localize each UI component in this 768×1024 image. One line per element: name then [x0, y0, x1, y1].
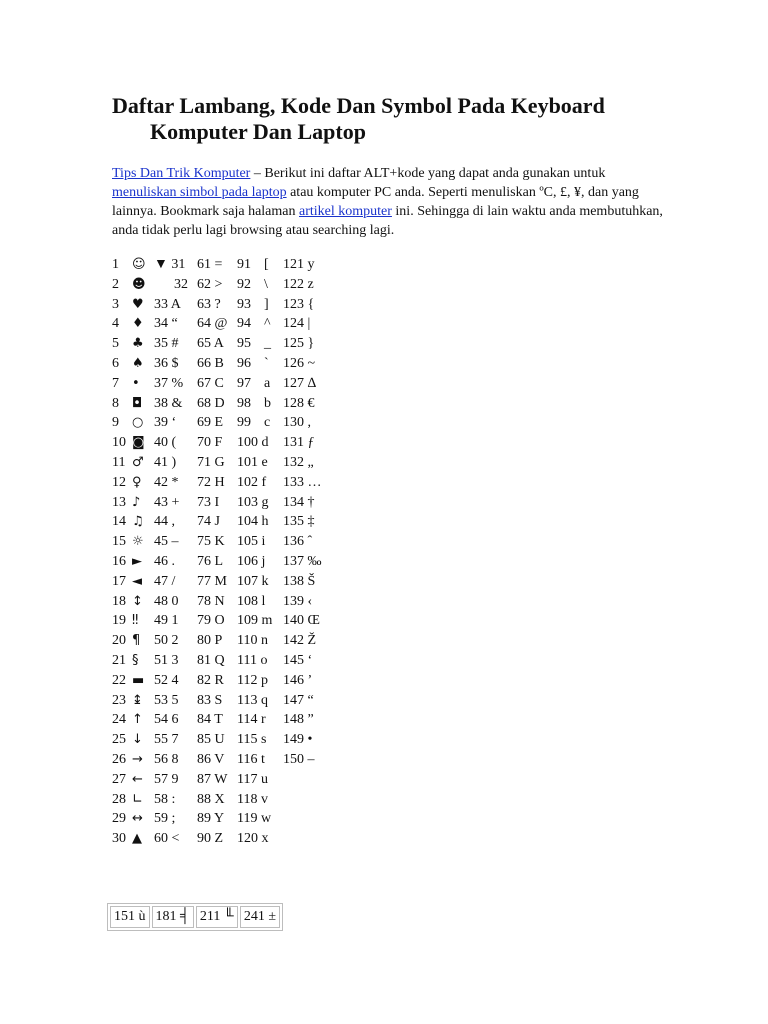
page-title [112, 93, 712, 145]
code-cell: 64 @ [197, 316, 228, 332]
code-cell: 89 Y [197, 811, 225, 827]
code-cell: 145 ‘ [283, 653, 313, 668]
code-cell: 105 i [237, 534, 266, 550]
code-cell: 114 r [237, 712, 266, 728]
symbol-glyph: ¶ [132, 633, 141, 649]
code-cell: 38 & [154, 395, 183, 411]
code-cell: 9 [112, 415, 119, 431]
code-cell: 29 [112, 811, 126, 827]
code-cell: 71 G [197, 455, 225, 470]
list-item [112, 473, 372, 493]
extra-codes-table [107, 903, 283, 931]
code-cell: 11 [112, 455, 126, 470]
code-cell: 90 Z [197, 831, 224, 847]
symbol-glyph: ♥ [132, 296, 144, 312]
list-item [112, 453, 372, 473]
list-item [112, 809, 372, 829]
intro-text-3: ini. Sehingga di lain waktu anda membutuhkan, anda tidak perlu lagi browsing atau searching lagi. [112, 204, 663, 238]
list-item [112, 295, 372, 315]
code-cell: 103 g [237, 494, 269, 510]
code-cell: 63 ? [197, 296, 221, 312]
symbol-glyph: ← [132, 771, 143, 787]
code-cell: 96 [237, 356, 251, 371]
list-item [112, 671, 372, 691]
code-cell: 24 [112, 712, 126, 728]
code-cell: 37 % [154, 375, 184, 391]
code-cell: 110 n [237, 633, 268, 649]
code-cell: 124 | [283, 316, 311, 332]
code-cell: 16 [112, 554, 126, 569]
code-cell: 100 d [237, 435, 269, 451]
list-item [112, 691, 372, 711]
tips-dan-trik-komputer-link[interactable]: Tips Dan Trik Komputer [112, 166, 251, 181]
code-cell: 65 A [197, 336, 224, 352]
code-cell: 87 W [197, 771, 228, 787]
symbol-glyph: ∟ [132, 791, 143, 807]
code-cell: 48 0 [154, 593, 179, 609]
code-cell: 21 [112, 653, 126, 668]
code-cell: 44 , [154, 514, 175, 530]
list-item [112, 433, 372, 453]
code-cell: 57 9 [154, 771, 179, 787]
list-item [112, 829, 372, 849]
code-cell: 149 • [283, 732, 313, 748]
code-cell: 93 [237, 296, 251, 312]
code-cell: 14 [112, 514, 126, 530]
code-cell: 7 [112, 375, 119, 391]
code-cell: 39 ‘ [154, 415, 177, 431]
symbol-glyph: ○ [132, 415, 144, 431]
list-item [112, 651, 372, 671]
alt-code-list [112, 255, 372, 855]
code-cell: [ [264, 257, 269, 272]
code-cell: 19 [112, 613, 126, 629]
list-item [112, 374, 372, 394]
list-item [112, 255, 372, 275]
code-cell: 67 C [197, 375, 224, 391]
code-cell: 46 . [154, 554, 175, 569]
code-cell: 72 H [197, 474, 225, 490]
list-item [112, 413, 372, 433]
code-cell: a [264, 375, 271, 391]
code-cell: 112 p [237, 672, 268, 688]
code-cell: 58 : [154, 791, 176, 807]
symbol-glyph: ↔ [132, 811, 143, 827]
code-cell: 13 [112, 494, 126, 510]
code-cell: 75 K [197, 534, 225, 550]
code-cell: 101 e [237, 455, 268, 470]
code-cell: 27 [112, 771, 126, 787]
code-cell: 97 [237, 375, 251, 391]
list-item [112, 770, 372, 790]
code-cell: 55 7 [154, 732, 179, 748]
code-cell: 136 ˆ [283, 534, 313, 550]
symbol-glyph: ♂ [132, 455, 144, 470]
code-cell: 119 w [237, 811, 272, 827]
list-item [112, 631, 372, 651]
symbol-glyph: ☺ [132, 257, 146, 272]
code-cell: 83 S [197, 692, 223, 708]
code-cell: 56 8 [154, 752, 179, 767]
symbol-glyph: ▲ [132, 831, 142, 847]
code-cell: 5 [112, 336, 119, 352]
code-cell: 47 / [154, 573, 176, 589]
symbol-glyph: ↑ [132, 712, 143, 728]
code-cell: 25 [112, 732, 126, 748]
list-item [112, 334, 372, 354]
code-cell: 99 [237, 415, 251, 431]
code-cell: 34 “ [154, 316, 178, 332]
code-cell: \ [264, 276, 268, 292]
code-cell: ▼ 31 [154, 257, 186, 272]
symbol-glyph: ↨ [132, 692, 143, 708]
symbol-glyph: ☻ [132, 276, 146, 292]
code-cell: 137 ‰ [283, 554, 322, 569]
table-cell: 181 ╡ [152, 906, 194, 928]
symbol-glyph: ► [132, 554, 142, 569]
symbol-glyph: ◄ [132, 573, 142, 589]
list-item [112, 710, 372, 730]
list-item [112, 512, 372, 532]
title-line-2: Komputer Dan Laptop [150, 119, 366, 144]
list-item [112, 790, 372, 810]
code-cell: 115 s [237, 732, 267, 748]
code-cell: 33 A [154, 296, 181, 312]
intro-text-1: – Berikut ini daftar ALT+kode yang dapat anda gunakan untuk [250, 166, 606, 181]
symbol-glyph: ◘ [132, 395, 143, 411]
table-cell: 151 ù [110, 906, 150, 928]
list-item [112, 750, 372, 770]
code-cell: 131 ƒ [283, 435, 315, 451]
list-item [112, 314, 372, 334]
code-cell: 118 v [237, 791, 268, 807]
intro-paragraph [112, 164, 672, 240]
code-cell: 79 O [197, 613, 225, 629]
table-row [110, 906, 280, 928]
symbol-glyph: • [132, 375, 140, 391]
code-cell: 86 V [197, 752, 225, 767]
code-cell: 130 , [283, 415, 311, 431]
symbol-glyph: § [132, 653, 139, 668]
code-cell: 23 [112, 692, 126, 708]
symbol-glyph: ‼ [132, 613, 139, 629]
list-item [112, 354, 372, 374]
code-cell: 42 * [154, 474, 179, 490]
code-cell: 121 y [283, 257, 315, 272]
code-cell: 102 f [237, 474, 267, 490]
code-cell: _ [264, 336, 271, 352]
symbol-glyph: ☼ [132, 534, 144, 550]
code-cell: 35 # [154, 336, 179, 352]
code-cell: 69 E [197, 415, 224, 431]
code-cell: 150 – [283, 752, 315, 767]
code-cell: 17 [112, 573, 126, 589]
code-cell: 15 [112, 534, 126, 550]
code-cell: 74 J [197, 514, 220, 530]
code-cell: 43 + [154, 494, 180, 510]
code-cell: 117 u [237, 771, 268, 787]
code-cell: 98 [237, 395, 251, 411]
code-cell: 77 M [197, 573, 227, 589]
code-cell: 113 q [237, 692, 268, 708]
code-cell: 85 U [197, 732, 225, 748]
code-cell: 40 ( [154, 435, 177, 451]
symbol-glyph: ↓ [132, 732, 143, 748]
code-cell: 68 D [197, 395, 225, 411]
symbol-glyph: ♣ [132, 336, 144, 352]
table-cell: 241 ± [240, 906, 280, 928]
code-cell: 125 } [283, 336, 315, 352]
list-item [112, 493, 372, 513]
code-cell: 133 … [283, 474, 322, 490]
code-cell: 73 I [197, 494, 220, 510]
symbol-glyph: ♀ [132, 474, 142, 490]
code-cell: 104 h [237, 514, 269, 530]
symbol-glyph: ♠ [132, 356, 144, 371]
code-cell: ^ [264, 316, 271, 332]
list-item [112, 611, 372, 631]
symbol-glyph: ◙ [132, 435, 145, 451]
code-cell: 53 5 [154, 692, 179, 708]
table-cell: 211 ╙ [196, 906, 238, 928]
code-cell: 1 [112, 257, 119, 272]
code-cell: 84 T [197, 712, 223, 728]
code-cell: 109 m [237, 613, 273, 629]
code-cell: 107 k [237, 573, 269, 589]
symbol-glyph: ↕ [132, 593, 143, 609]
code-cell: 108 l [237, 593, 266, 609]
code-cell: 140 Œ [283, 613, 320, 629]
code-cell: 30 [112, 831, 126, 847]
code-cell: ` [264, 356, 269, 371]
code-cell: b [264, 395, 271, 411]
list-item [112, 532, 372, 552]
code-cell: 142 Ž [283, 633, 317, 649]
intro-text-2: atau komputer PC anda. Seperti menuliskan ºC, £, ¥, dan yang lainnya. Bookmark saja halaman [112, 185, 639, 219]
list-item [112, 394, 372, 414]
code-cell: 106 j [237, 554, 266, 569]
symbol-glyph: ♦ [132, 316, 144, 332]
code-cell: 126 ~ [283, 356, 316, 371]
code-cell: 81 Q [197, 653, 225, 668]
code-cell: 135 ‡ [283, 514, 315, 530]
list-item [112, 552, 372, 572]
code-cell: 2 [112, 276, 119, 292]
code-cell: 95 [237, 336, 251, 352]
title-line-1: Daftar Lambang, Kode Dan Symbol Pada Keyboard [112, 93, 605, 118]
code-cell: 120 x [237, 831, 269, 847]
code-cell: 41 ) [154, 455, 177, 470]
code-cell: 54 6 [154, 712, 179, 728]
code-cell: 59 ; [154, 811, 176, 827]
symbol-glyph: → [132, 752, 143, 767]
symbol-glyph: ♪ [132, 494, 141, 510]
symbol-glyph: ▬ [132, 672, 145, 688]
code-cell: 139 ‹ [283, 593, 313, 609]
code-cell: 62 > [197, 276, 223, 292]
code-cell: 66 B [197, 356, 224, 371]
code-cell: 26 [112, 752, 126, 767]
code-cell: 134 † [283, 494, 315, 510]
code-cell: 4 [112, 316, 119, 332]
code-cell: 78 N [197, 593, 225, 609]
code-cell: 92 [237, 276, 251, 292]
code-cell: 28 [112, 791, 126, 807]
list-item [112, 730, 372, 750]
code-cell: 10 [112, 435, 126, 451]
code-cell: 146 ’ [283, 672, 313, 688]
code-cell: 36 $ [154, 356, 179, 371]
code-cell: 45 – [154, 534, 179, 550]
symbol-glyph: ♫ [132, 514, 144, 530]
code-cell: 51 3 [154, 653, 179, 668]
code-cell: 49 1 [154, 613, 179, 629]
code-cell: 32 [174, 276, 188, 292]
code-cell: 76 L [197, 554, 224, 569]
code-cell: 60 < [154, 831, 180, 847]
list-item [112, 572, 372, 592]
code-cell: 18 [112, 593, 126, 609]
code-cell: 20 [112, 633, 126, 649]
code-cell: 147 “ [283, 692, 314, 708]
code-cell: 148 ” [283, 712, 314, 728]
code-cell: 52 4 [154, 672, 179, 688]
code-cell: ] [264, 296, 269, 312]
code-cell: 50 2 [154, 633, 179, 649]
code-cell: 12 [112, 474, 126, 490]
code-cell: 82 R [197, 672, 224, 688]
code-cell: 61 = [197, 257, 223, 272]
code-cell: 132 „ [283, 455, 314, 470]
code-cell: 122 z [283, 276, 314, 292]
code-cell: 88 X [197, 791, 225, 807]
code-cell: 111 o [237, 653, 268, 668]
code-cell: 138 Š [283, 573, 316, 589]
code-cell: 116 t [237, 752, 265, 767]
code-cell: 94 [237, 316, 251, 332]
code-cell: 8 [112, 395, 119, 411]
menuliskan-simbol-link[interactable]: menuliskan simbol pada laptop [112, 185, 287, 200]
code-cell: c [264, 415, 271, 431]
code-cell: 22 [112, 672, 126, 688]
code-cell: 128 € [283, 395, 315, 411]
code-cell: 80 P [197, 633, 223, 649]
code-cell: 3 [112, 296, 119, 312]
code-cell: 6 [112, 356, 119, 371]
code-cell: 123 { [283, 296, 315, 312]
artikel-komputer-link[interactable]: artikel komputer [299, 204, 392, 219]
code-cell: 70 F [197, 435, 223, 451]
list-item [112, 592, 372, 612]
code-cell: 91 [237, 257, 251, 272]
list-item [112, 275, 372, 295]
code-cell: 127 ∆ [283, 375, 317, 391]
